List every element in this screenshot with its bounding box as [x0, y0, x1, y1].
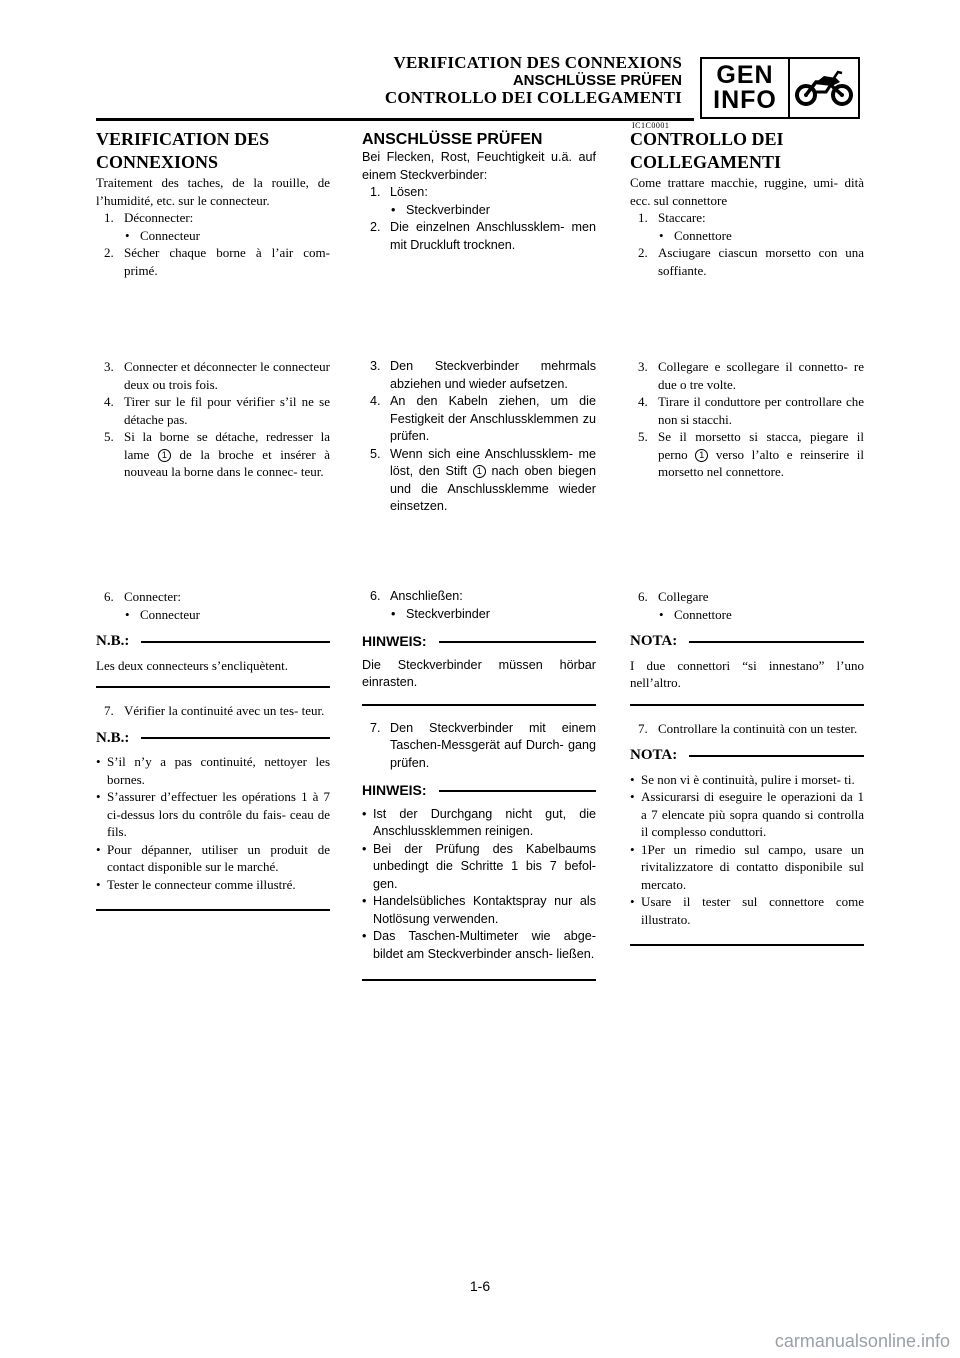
- de-step-3: 3. Den Steckverbinder mehrmals abziehen und wieder aufsetzen.: [370, 359, 596, 391]
- it-section-3: [630, 588, 864, 946]
- de-note-2-item-1: • Ist der Durchgang nicht gut, die Anschlussklemmen reinigen.: [362, 806, 596, 838]
- it-step-1-bullet: • Connettore: [659, 227, 732, 243]
- it-step-4: 4. Tirare il conduttore per controllare che non si stacchi.: [638, 394, 864, 427]
- de-section-3: [362, 588, 596, 981]
- de-section-2: [362, 358, 596, 516]
- de-note-1-text: Die Steckverbinder müssen hörbar einrasten.: [362, 657, 596, 689]
- fr-step-6-bullet: • Connecteur: [125, 606, 200, 622]
- fr-step-5: 5. Si la borne se détache, redresser la lame 1 de la broche et insérer à nouveau la borne dans le connec- teur.: [104, 429, 331, 479]
- fr-note-1-heading: N.B.:: [96, 633, 330, 651]
- de-step-1-bullet: • Steckverbinder: [391, 202, 490, 217]
- de-intro: Bei Flecken, Rost, Feuchtigkeit u.ä. auf einem Steckverbinder:: [362, 150, 596, 182]
- it-step-5: 5. Se il morsetto si stacca, piegare il perno 1 verso l’alto e reinserire il morsetto nel connettore.: [638, 429, 865, 479]
- header-title-it: CONTROLLO DEI COLLEGAMENTI: [384, 88, 682, 107]
- fr-step-3: 3. Connecter et déconnecter le connecteur deux ou trois fois.: [104, 359, 330, 392]
- callout-1-icon: 1: [695, 449, 708, 462]
- it-step-2: 2. Asciugare ciascun morsetto con una soffiante.: [638, 245, 864, 278]
- it-step-3: 3. Collegare e scollegare il connetto- re due o tre volte.: [638, 359, 864, 392]
- de-step-6-bullet: • Steckverbinder: [391, 606, 490, 621]
- fr-note-2-item-4: • Tester le connecteur comme illustré.: [96, 876, 296, 892]
- it-title: CONTROLLO DEI COLLEGAMENTI: [630, 129, 784, 172]
- fr-note-2-end-rule: [96, 909, 330, 911]
- de-note-1-end-rule: [362, 704, 596, 706]
- it-note-1-text: I due connettori “si innestano” l’uno nell’altro.: [630, 657, 864, 690]
- it-section-2: [630, 358, 864, 481]
- fr-step-1: 1. Déconnecter:: [104, 210, 194, 225]
- de-step-5: 5. Wenn sich eine Anschlussklem- me löst, den Stift 1 nach oben biegen und die Anschlussklemme wieder einsetzen.: [370, 446, 596, 513]
- de-step-2: 2. Die einzelnen Anschlussklem- men mit Druckluft trocknen.: [370, 220, 596, 252]
- it-intro: Come trattare macchie, ruggine, umi- dità ecc. sul connettore: [630, 175, 864, 208]
- fr-step-4: 4. Tirer sur le fil pour vérifier s’il ne se détache pas.: [104, 394, 330, 427]
- it-note-2-heading: NOTA:: [630, 747, 864, 765]
- de-note-2-item-4: • Das Taschen-Multimeter wie abge- bildet am Steckverbinder ansch- ließen.: [362, 929, 596, 961]
- de-title: ANSCHLÜSSE PRÜFEN: [362, 131, 543, 148]
- fr-step-1-bullet: • Connecteur: [125, 227, 200, 243]
- callout-1-icon: 1: [158, 449, 171, 462]
- fr-title: VERIFICATION DES CONNEXIONS: [96, 129, 270, 172]
- it-section-1: [630, 128, 864, 279]
- fr-section-1: [96, 128, 330, 279]
- header-title-fr: VERIFICATION DES CONNEXIONS: [393, 53, 682, 72]
- badge-line-1: GEN: [716, 61, 774, 89]
- fr-note-1-text: Les deux connecteurs s’encliquètent.: [96, 657, 289, 673]
- it-note-2-item-1: • Se non vi è continuità, pulire i morset- ti.: [630, 771, 855, 787]
- de-note-2-heading: HINWEIS:: [362, 782, 596, 800]
- fr-note-2-item-3: • Pour dépanner, utiliser un produit de contact disponible sur le marché.: [96, 841, 330, 874]
- de-note-1-heading: HINWEIS:: [362, 633, 596, 651]
- de-note-2-end-rule: [362, 979, 596, 981]
- de-step-4: 4. An den Kabeln ziehen, um die Festigkeit der Anschlussklemmen zu prüfen.: [370, 394, 596, 443]
- it-step-6-bullet: • Connettore: [659, 606, 732, 622]
- fr-step-6: 6. Connecter:: [104, 589, 182, 604]
- fr-note-2-heading: N.B.:: [96, 730, 330, 748]
- fr-section-3: [96, 588, 330, 911]
- page-header: [385, 54, 682, 107]
- it-note-2-item-3: • 1Per un rimedio sul campo, usare un rivitalizzatore di contatto disponibile sul mercato.: [630, 841, 864, 892]
- fr-intro: Traitement des taches, de la rouille, de l’humidité, etc. sur le connecteur.: [96, 175, 330, 208]
- de-note-2-item-2: • Bei der Prüfung des Kabelbaums unbedingt die Schritte 1 bis 7 befol- gen.: [362, 841, 596, 891]
- it-step-6: 6. Collegare: [638, 589, 709, 604]
- fr-step-2: 2. Sécher chaque borne à l’air com- primé.: [104, 245, 330, 278]
- header-title-de: ANSCHLÜSSE PRÜFEN: [512, 72, 682, 89]
- fr-note-2-item-2: • S’assurer d’effectuer les opérations 1 à 7 ci-dessus lors du contrôle du fais- ceau de fils.: [96, 789, 330, 839]
- callout-1-icon: 1: [473, 465, 486, 478]
- fr-note-1-end-rule: [96, 686, 330, 688]
- fr-note-2-item-1: • S’il n’y a pas continuité, nettoyer les bornes.: [96, 754, 330, 787]
- it-note-1-heading: NOTA:: [630, 633, 864, 651]
- gen-info-badge: [700, 57, 860, 119]
- it-step-7: 7. Controllare la continuità con un tester.: [638, 720, 858, 736]
- it-note-2-item-4: • Usare il tester sul connettore come illustrato.: [630, 894, 864, 927]
- section-code: IC1C0001: [632, 121, 670, 130]
- de-step-7: 7. Den Steckverbinder mit einem Taschen-Messgerät auf Durch- gang prüfen.: [370, 720, 596, 770]
- it-step-1: 1. Staccare:: [638, 210, 706, 225]
- watermark: carmanualsonline.info: [774, 1331, 950, 1351]
- header-rule: [96, 118, 694, 121]
- de-step-6: 6. Anschließen:: [370, 589, 463, 603]
- page-number: 1-6: [469, 1278, 491, 1294]
- fr-section-2: [96, 358, 330, 481]
- fr-step-7: 7. Vérifier la continuité avec un tes- teur.: [104, 703, 325, 718]
- de-step-1: 1. Lösen:: [370, 185, 428, 199]
- badge-line-2: INFO: [713, 86, 777, 114]
- it-note-1-end-rule: [630, 704, 864, 706]
- de-section-1: [362, 130, 596, 254]
- it-note-2-item-2: • Assicurarsi di eseguire le operazioni da 1 a 7 elencate più sopra quando si controlla il complesso conduttori.: [630, 789, 864, 839]
- motorcycle-icon: [790, 59, 858, 117]
- it-note-2-end-rule: [630, 944, 864, 946]
- de-note-2-item-3: • Handelsübliches Kontaktspray nur als Notlösung verwenden.: [362, 894, 596, 926]
